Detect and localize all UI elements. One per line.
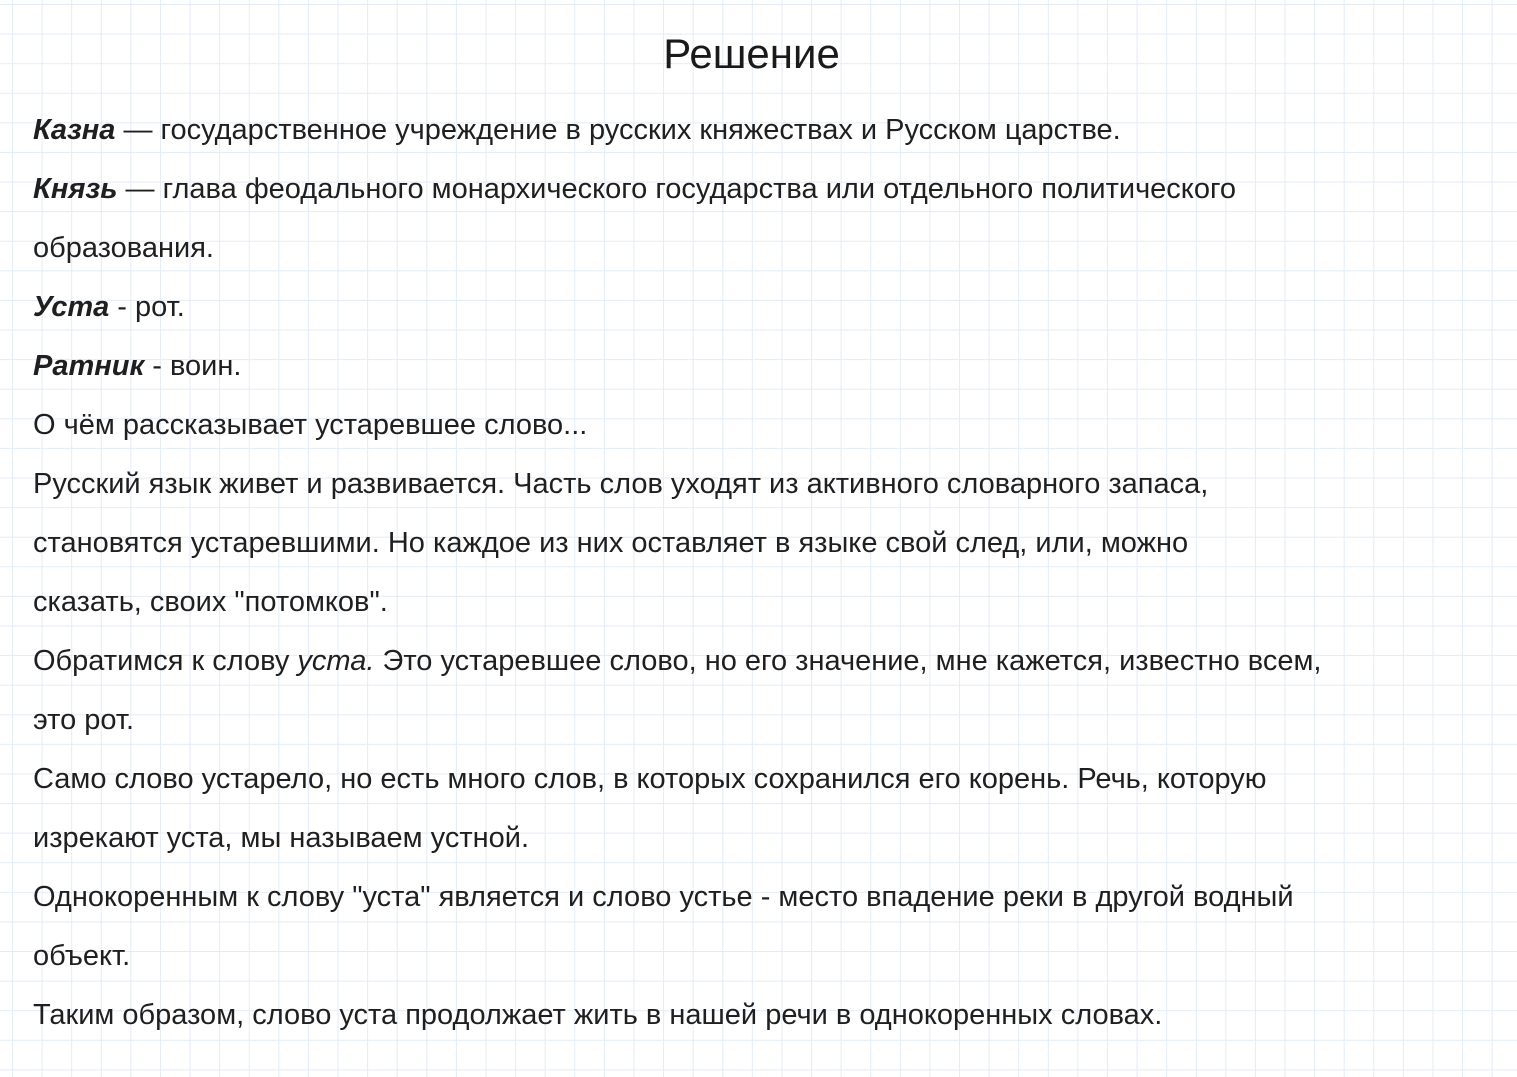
conclusion-line: Таким образом, слово уста продолжает жить в нашей речи в однокоренных словах. xyxy=(33,999,1163,1031)
term-separator: - xyxy=(109,291,136,323)
paragraph-line: становятся устаревшими. Но каждое из них оставляет в языке свой след, или, можно xyxy=(33,527,1189,559)
paragraph-line: объект. xyxy=(33,940,131,972)
definition-knyaz xyxy=(33,160,1483,219)
paragraph-line: Однокоренным к слову "уста" является и слово устье - место впадение реки в другой водный xyxy=(33,881,1294,913)
essay-heading: О чём рассказывает устаревшее слово... xyxy=(33,409,588,441)
term: Уста xyxy=(33,291,110,323)
definition-ratnik xyxy=(33,337,1483,396)
definition-text: воин. xyxy=(169,350,242,382)
definition-kazna xyxy=(33,101,1483,160)
paragraph-line: изрекают уста, мы называем устной. xyxy=(33,822,530,854)
definition-text: рот. xyxy=(135,291,185,323)
term: Казна xyxy=(33,114,116,146)
definition-text: государственное учреждение в русских княжествах и Русском царстве. xyxy=(160,114,1121,146)
paragraph-line: это рот. xyxy=(33,704,135,736)
term: Ратник xyxy=(33,350,145,382)
italic-word: уста. xyxy=(297,645,375,677)
paragraph-text: Обратимся к слову xyxy=(33,645,298,677)
definition-text: образования. xyxy=(33,232,214,264)
term-separator: - xyxy=(144,350,170,382)
page-title: Решение xyxy=(663,30,840,77)
paragraph-line: Русский язык живет и развивается. Часть слов уходят из активного словарного запаса, xyxy=(33,468,1209,500)
paragraph-line: сказать, своих "потомков". xyxy=(33,586,388,618)
term-separator: — xyxy=(117,173,163,205)
paragraph-line: Само слово устарело, но есть много слов, в которых сохранился его корень. Речь, которую xyxy=(33,763,1267,795)
definition-text: глава феодального монархического государства или отдельного политического xyxy=(162,173,1237,205)
definition-knyaz-continued xyxy=(33,219,1483,278)
solution-text xyxy=(33,101,1483,1045)
paragraph-line xyxy=(33,632,1483,691)
term-separator: — xyxy=(115,114,161,146)
definition-usta xyxy=(33,278,1483,337)
paragraph-text: Это устаревшее слово, но его значение, мне кажется, известно всем, xyxy=(374,645,1322,677)
term: Князь xyxy=(33,173,118,205)
